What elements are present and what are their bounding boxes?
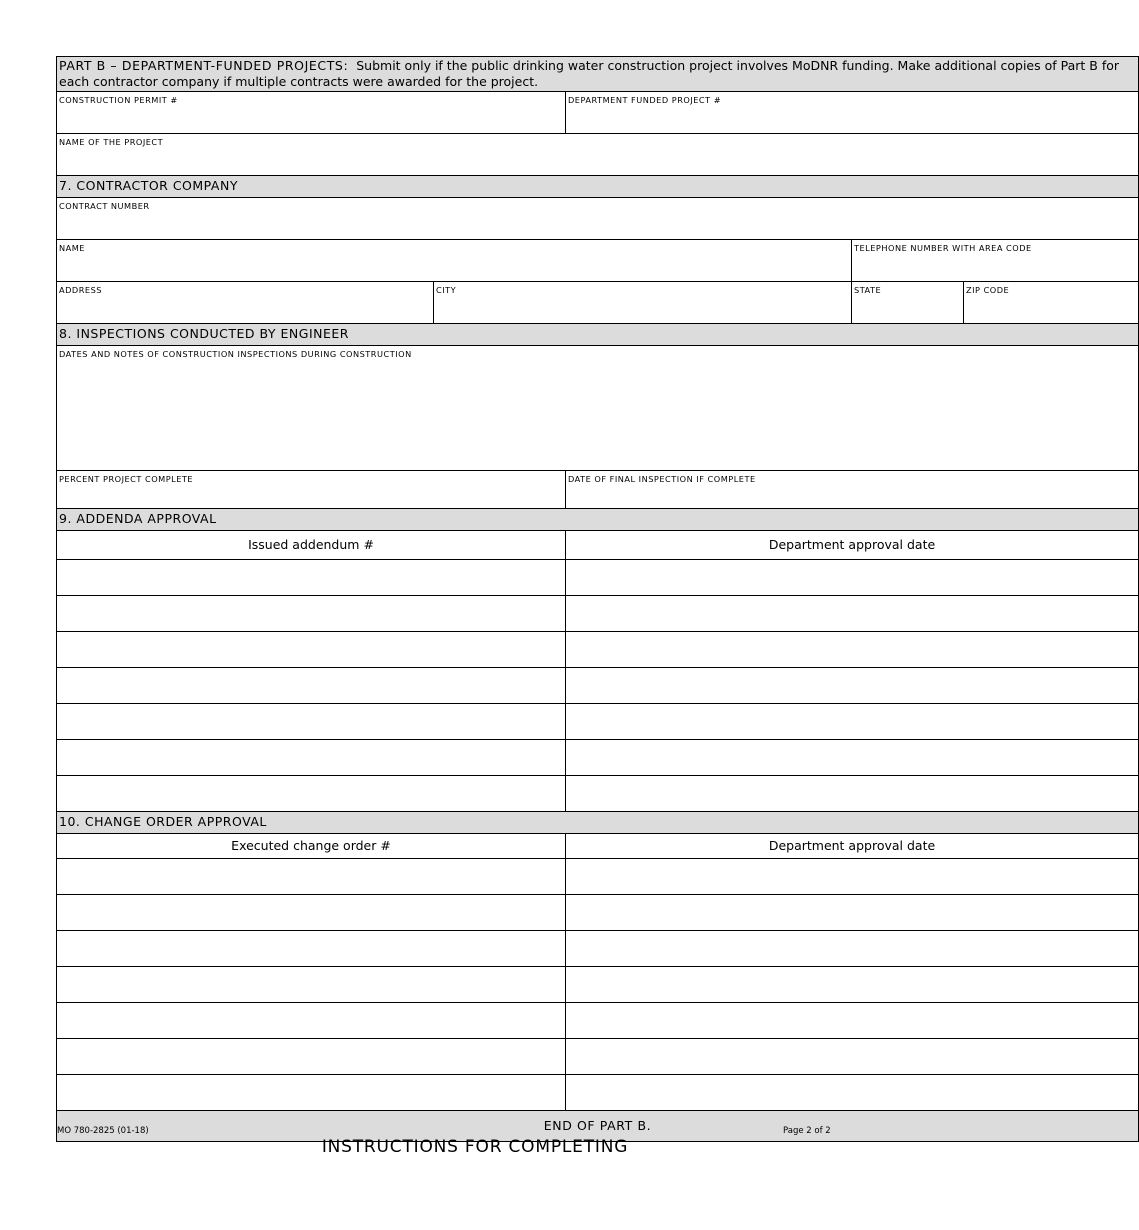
form-table [56,56,1139,1142]
department-funded-project-label: DEPARTMENT FUNDED PROJECT # [568,95,722,105]
change-order-column-header: Executed change order # [57,834,566,859]
page-number: Page 2 of 2 [783,1126,831,1136]
addendum-date-cell[interactable] [566,668,1139,704]
part-b-form [56,56,1120,1142]
state-label: STATE [854,285,882,295]
addendum-date-cell[interactable] [566,776,1139,812]
department-funded-project-field[interactable] [566,92,1139,134]
contract-number-label: CONTRACT NUMBER [59,201,150,211]
section-10-heading: 10. CHANGE ORDER APPROVAL [57,812,1139,834]
addendum-approval-date-column-header: Department approval date [566,531,1139,560]
address-field[interactable] [57,282,434,324]
addendum-number-cell[interactable] [57,704,566,740]
state-field[interactable] [852,282,964,324]
section-9-heading: 9. ADDENDA APPROVAL [57,509,1139,531]
change-order-date-cell[interactable] [566,1003,1139,1039]
instructions-heading: INSTRUCTIONS FOR COMPLETING [321,1137,629,1157]
addendum-date-cell[interactable] [566,704,1139,740]
addendum-number-cell[interactable] [57,632,566,668]
change-order-date-cell[interactable] [566,967,1139,1003]
percent-complete-label: PERCENT PROJECT COMPLETE [59,474,194,484]
final-inspection-date-label: DATE OF FINAL INSPECTION IF COMPLETE [568,474,756,484]
change-order-number-cell[interactable] [57,859,566,895]
addendum-number-cell[interactable] [57,596,566,632]
zip-field[interactable] [964,282,1139,324]
change-order-number-cell[interactable] [57,1075,566,1111]
final-inspection-date-field[interactable] [566,471,1139,509]
end-of-part-b: END OF PART B. [57,1111,1139,1142]
addendum-date-cell[interactable] [566,632,1139,668]
addendum-number-cell[interactable] [57,560,566,596]
addendum-date-cell[interactable] [566,596,1139,632]
change-order-date-cell[interactable] [566,895,1139,931]
contract-number-field[interactable] [57,198,1139,240]
construction-permit-field[interactable] [57,92,566,134]
address-label: ADDRESS [59,285,102,295]
contractor-name-field[interactable] [57,240,852,282]
percent-complete-field[interactable] [57,471,566,509]
inspection-notes-field[interactable] [57,346,1139,471]
addendum-number-cell[interactable] [57,776,566,812]
part-b-title: PART B – DEPARTMENT-FUNDED PROJECTS: [59,58,349,73]
change-order-date-cell[interactable] [566,1039,1139,1075]
change-order-date-cell[interactable] [566,1075,1139,1111]
change-order-date-cell[interactable] [566,859,1139,895]
project-name-field[interactable] [57,134,1139,176]
change-order-approval-date-column-header: Department approval date [566,834,1139,859]
change-order-number-cell[interactable] [57,1039,566,1075]
change-order-number-cell[interactable] [57,1003,566,1039]
addendum-date-cell[interactable] [566,560,1139,596]
change-order-number-cell[interactable] [57,931,566,967]
addendum-number-cell[interactable] [57,668,566,704]
addendum-column-header: Issued addendum # [57,531,566,560]
city-field[interactable] [434,282,852,324]
section-8-heading: 8. INSPECTIONS CONDUCTED BY ENGINEER [57,324,1139,346]
change-order-number-cell[interactable] [57,895,566,931]
project-name-label: NAME OF THE PROJECT [59,137,164,147]
part-b-header [57,57,1139,92]
part-b-instructions: Submit only if the public drinking water construction project involves MoDNR funding. Make additional copies of Part B for each contractor company if multiple contracts were awarded for the project. [59,58,1120,89]
zip-label: ZIP CODE [966,285,1010,295]
city-label: CITY [436,285,457,295]
addendum-date-cell[interactable] [566,740,1139,776]
form-number: MO 780-2825 (01-18) [57,1126,149,1136]
inspection-notes-label: DATES AND NOTES OF CONSTRUCTION INSPECTIONS DURING CONSTRUCTION [59,349,412,359]
construction-permit-label: CONSTRUCTION PERMIT # [59,95,178,105]
addendum-number-cell[interactable] [57,740,566,776]
change-order-number-cell[interactable] [57,967,566,1003]
section-7-heading: 7. CONTRACTOR COMPANY [57,176,1139,198]
telephone-label: TELEPHONE NUMBER WITH AREA CODE [854,243,1032,253]
change-order-date-cell[interactable] [566,931,1139,967]
telephone-field[interactable] [852,240,1139,282]
contractor-name-label: NAME [59,243,85,253]
